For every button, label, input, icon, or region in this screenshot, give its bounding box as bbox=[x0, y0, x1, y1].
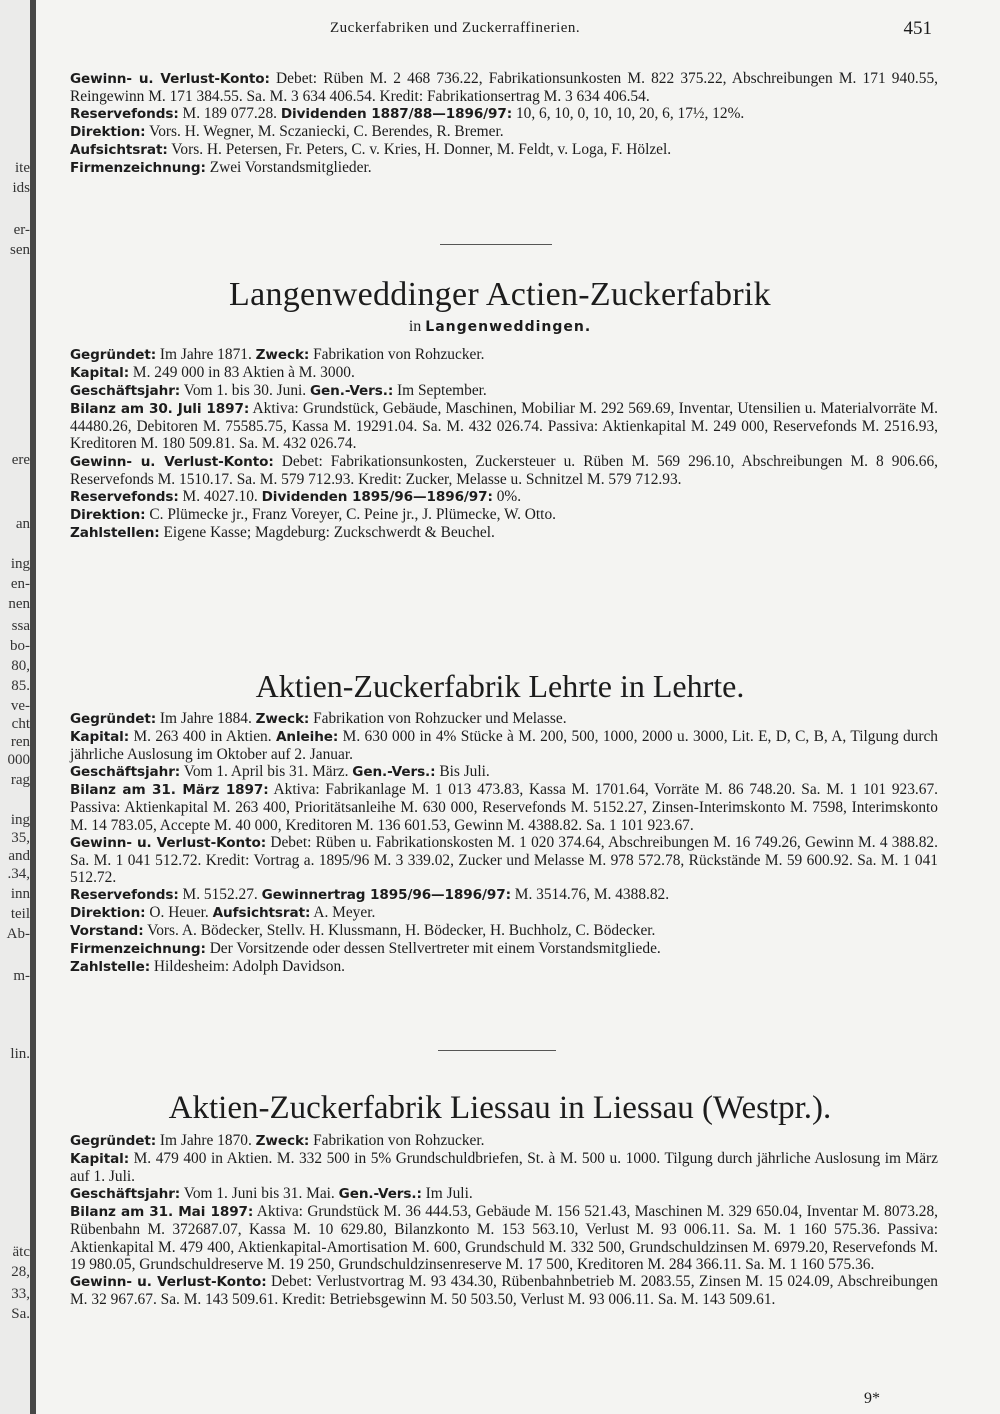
page-number: 451 bbox=[903, 18, 932, 39]
company-entry bbox=[70, 1132, 938, 1308]
gutter-fragment: 28, bbox=[11, 1264, 30, 1280]
gutter-fragment: ren bbox=[10, 734, 30, 750]
aufsichtsrat: Aufsichtsrat: Vors. H. Petersen, Fr. Peters, C. v. Kries, H. Donner, M. Feldt, v. Loga, F. Hölzel. bbox=[70, 141, 672, 159]
company-entry bbox=[70, 346, 938, 542]
reserve-dividenden: Reservefonds: M. 4027.10. Dividenden 1895/96—1896/97: 0%. bbox=[70, 487, 522, 505]
gewinn-verlust-konto: Gewinn- u. Verlust-Konto: Debet: Fabrikationsunkosten, Zuckersteuer u. Rüben M. 569 296.10, Abschreibungen M. 8 906.66, Reservefonds M. 1510.17. Sa. M. 579 712.93. Kredit: Zucker, Melasse u. Schnitzel M. 579 712.93. bbox=[70, 452, 938, 488]
reserve-gewinnertrag: Reservefonds: M. 5152.27. Gewinnertrag 1895/96—1896/97: M. 3514.76, M. 4388.82. bbox=[70, 885, 670, 903]
kapital-anleihe: Kapital: M. 263 400 in Aktien. Anleihe: M. 630 000 in 4% Stücke à M. 200, 500, 1000, 2000 u. 3000, Lit. E, D, C, B, A, Tilgung durch jährliche Auslosung im Oktober auf 2. Januar. bbox=[70, 728, 938, 764]
gegruendet-zweck: Gegründet: Im Jahre 1870. Zweck: Fabrikation von Rohzucker. bbox=[70, 1132, 485, 1149]
gutter-fragment: ite bbox=[15, 160, 30, 176]
gutter-fragment: lin. bbox=[10, 1046, 30, 1062]
gutter-fragment: 33, bbox=[11, 1286, 30, 1302]
gutter-fragment: ssa bbox=[11, 618, 30, 634]
firmenzeichnung: Firmenzeichnung: Zwei Vorstandsmitglieder. bbox=[70, 159, 372, 177]
geschaeftsjahr: Geschäftsjahr: Vom 1. bis 30. Juni. Gen.-Vers.: Im September. bbox=[70, 382, 487, 400]
company-title: Aktien-Zuckerfabrik Liessau in Liessau (Westpr.). bbox=[168, 1090, 832, 1126]
zahlstelle: Zahlstelle: Hildesheim: Adolph Davidson. bbox=[70, 958, 345, 976]
gutter-fragment: en- bbox=[10, 576, 30, 592]
left-margin-gutter bbox=[0, 0, 36, 1414]
company-location: in Langenweddingen. bbox=[408, 318, 592, 335]
gutter-fragment: rag bbox=[10, 772, 30, 788]
gutter-fragment: sen bbox=[10, 242, 30, 258]
gutter-fragment: ere bbox=[11, 452, 30, 468]
gutter-fragment: bo- bbox=[10, 638, 30, 654]
gutter-fragment: 80, bbox=[11, 658, 30, 674]
kapital: Kapital: M. 479 400 in Aktien. M. 332 500 in 5% Grundschuldbriefen, St. à M. 500 u. 1000. Tilgung durch jährliche Auslosung im März auf 1. Juli. bbox=[70, 1150, 938, 1186]
gutter-fragment: ing bbox=[10, 556, 30, 572]
gutter-fragment: Sa. bbox=[11, 1306, 30, 1322]
page-fold-shadow bbox=[30, 0, 36, 1414]
gewinn-verlust-konto: Gewinn- u. Verlust-Konto: Debet: Rüben M. 2 468 736.22, Fabrikationsunkosten M. 822 375.22, Abschreibungen M. 171 940.55, Reingewinn M. 171 384.55. Sa. M. 3 634 406.54. Kredit: Fabrikationsertrag M. 3 634 406.54. bbox=[70, 70, 938, 106]
gutter-fragment: 35, bbox=[11, 830, 30, 846]
gutter-fragment: an bbox=[15, 516, 30, 532]
firmenzeichnung: Firmenzeichnung: Der Vorsitzende oder dessen Stellvertreter mit einem Vorstandsmitgliede. bbox=[70, 940, 661, 958]
direktion: Direktion: C. Plümecke jr., Franz Voreyer, C. Peine jr., J. Plümecke, W. Otto. bbox=[70, 505, 557, 523]
direktion: Direktion: Vors. H. Wegner, M. Sczaniecki, C. Berendes, R. Bremer. bbox=[70, 123, 504, 141]
gutter-fragment: ids bbox=[12, 180, 30, 196]
geschaeftsjahr: Geschäftsjahr: Vom 1. Juni bis 31. Mai. Gen.-Vers.: Im Juli. bbox=[70, 1185, 473, 1203]
reserve-dividenden: Reservefonds: M. 189 077.28. Dividenden 1887/88—1896/97: 10, 6, 10, 0, 10, 10, 20, 6, 17½, 12%. bbox=[70, 105, 745, 123]
gutter-fragment: m- bbox=[13, 968, 30, 984]
company-entry bbox=[70, 710, 938, 976]
direktion-aufsichtsrat: Direktion: O. Heuer. Aufsichtsrat: A. Meyer. bbox=[70, 904, 376, 922]
running-header: Zuckerfabriken und Zuckerraffinerien. bbox=[330, 20, 581, 36]
gutter-fragment: er- bbox=[13, 222, 30, 238]
gewinn-verlust-konto: Gewinn- u. Verlust-Konto: Debet: Rüben u. Fabrikationskosten M. 1 020 374.64, Abschreibungen M. 16 749.26, Gewinn M. 4 388.82. Sa. M. 1 041 512.72. Kredit: Vortrag a. 1895/96 M. 3 339.02, Zucker und Melasse M. 978 572.78, Rückstände M. 59 600.92. Sa. M. 1 041 512.72. bbox=[70, 833, 938, 886]
zahlstellen: Zahlstellen: Eigene Kasse; Magdeburg: Zuckschwerdt & Beuchel. bbox=[70, 523, 495, 541]
gutter-fragment: .34, bbox=[7, 866, 30, 882]
top-entry bbox=[70, 70, 938, 178]
bilanz: Bilanz am 30. Juli 1897: Aktiva: Grundstück, Gebäude, Maschinen, Mobiliar M. 292 569.69, Inventar, Utensilien u. Materialvorräte M. 44480.26, Debitoren M. 75585.75, Kassa M. 19291.04. Sa. M. 432 026.74. Passiva: Aktienkapital M. 249 000, Reservefonds M. 2516.93, Kreditoren M. 180 509.81. Sa. M. 432 026.74. bbox=[70, 400, 938, 453]
gewinn-verlust-konto: Gewinn- u. Verlust-Konto: Debet: Verlustvortrag M. 93 434.30, Rübenbahnbetrieb M. 2083.55, Zinsen M. 15 024.09, Abschreibungen M. 32 967.67. Sa. M. 143 509.61. Kredit: Betriebsgewinn M. 50 503.50, Verlust M. 93 006.11. Sa. M. 143 509.61. bbox=[70, 1272, 938, 1308]
company-title: Aktien-Zuckerfabrik Lehrte in Lehrte. bbox=[255, 668, 745, 704]
gutter-fragment: nen bbox=[8, 596, 30, 612]
gutter-fragment: inn bbox=[10, 886, 30, 902]
company-title: Langenweddinger Actien-Zuckerfabrik bbox=[229, 276, 771, 313]
section-divider bbox=[440, 244, 552, 245]
gutter-fragment: ätc bbox=[12, 1244, 30, 1260]
signature-mark: 9* bbox=[864, 1390, 880, 1407]
kapital: Kapital: M. 249 000 in 83 Aktien à M. 3000. bbox=[70, 364, 355, 382]
gutter-fragment: teil bbox=[10, 906, 30, 922]
bilanz: Bilanz am 31. Mai 1897: Aktiva: Grundstück M. 36 444.53, Gebäude M. 156 521.43, Maschinen M. 329 650.04, Inventar M. 8073.28, Rübenbahn M. 372687.07, Kassa M. 10 629.80, Bilanzkonto M. 153 563.10, Verlust M. 93 006.11. Sa. M. 1 160 575.36. Passiva: Aktienkapital M. 479 400, Aktienkapital-Amortisation M. 600, Grundschuld M. 332 500, Grundschuldzinsen M. 6979.20, Reservefonds M. 19 980.05, Grundschuldreserve M. 19 250, Grundschuldzinsenreserve M. 17 500, Kreditoren M. 284 366.11. Sa. M. 1 160 575.36. bbox=[70, 1203, 939, 1273]
gegruendet-zweck: Gegründet: Im Jahre 1884. Zweck: Fabrikation von Rohzucker und Melasse. bbox=[70, 710, 567, 727]
gutter-fragment: ing bbox=[10, 812, 30, 828]
gegruendet-zweck: Gegründet: Im Jahre 1871. Zweck: Fabrikation von Rohzucker. bbox=[70, 346, 485, 363]
gutter-fragment: 85. bbox=[11, 678, 30, 694]
bilanz: Bilanz am 31. März 1897: Aktiva: Fabrikanlage M. 1 013 473.83, Kassa M. 1701.64, Vorräte M. 86 748.20. Sa. M. 1 101 923.67. Passiva: Aktienkapital M. 263 400, Prioritätsanleihe M. 630 000, Reservefonds M. 5152.27, Zinsen-Interimskonto M. 7598, Interimskonto M. 14 783.05, Accepte M. 40 000, Kreditoren M. 136 601.53, Gewinn M. 4388.82. Sa. 1 101 923.67. bbox=[70, 781, 938, 834]
gutter-fragment: cht bbox=[11, 716, 30, 732]
section-divider bbox=[438, 1050, 556, 1051]
gutter-fragment: and bbox=[8, 848, 30, 864]
page bbox=[62, 0, 938, 1414]
geschaeftsjahr: Geschäftsjahr: Vom 1. April bis 31. März. Gen.-Vers.: Bis Juli. bbox=[70, 763, 490, 781]
gutter-fragment: ve- bbox=[10, 698, 30, 714]
vorstand: Vorstand: Vors. A. Bödecker, Stellv. H. Klussmann, H. Bödecker, H. Buchholz, C. Bödecker. bbox=[70, 922, 656, 940]
gutter-fragment: Ab- bbox=[6, 926, 30, 942]
gutter-fragment: 000 bbox=[7, 752, 30, 768]
